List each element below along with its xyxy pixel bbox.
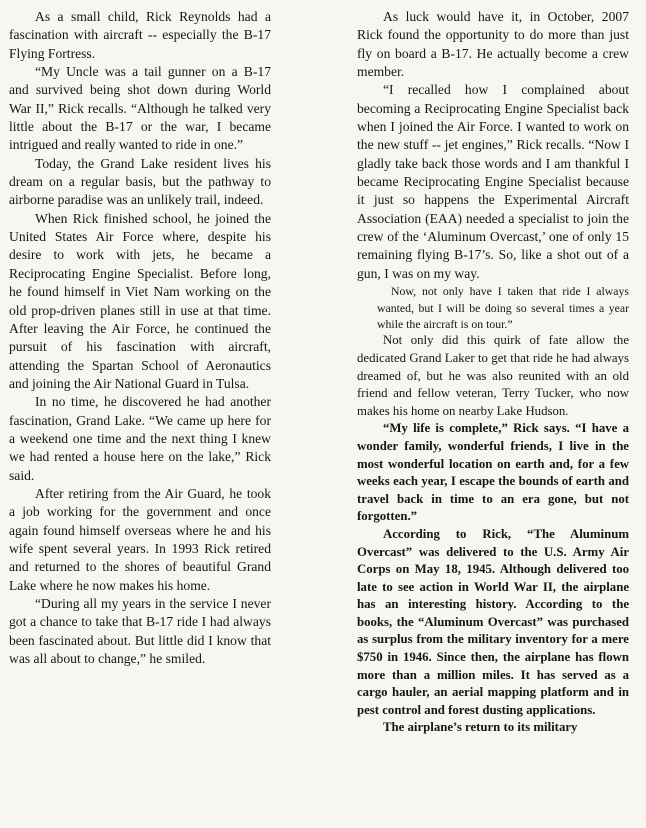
paragraph: Today, the Grand Lake resident lives his dream on a regular basis, but the pathway to airborne paradise was an unlikely trail, indeed. (9, 155, 271, 208)
article-column-left (9, 8, 271, 668)
article-column-right (357, 8, 629, 737)
paragraph: Not only did this quirk of fate allow the dedicated Grand Laker to get that ride he had always dreamed of, but he was also reunited with an old friend and fellow veteran, Terry Tucker, who now makes his home on nearby Lake Hudson. (357, 333, 629, 418)
paragraph: As a small child, Rick Reynolds had a fascination with aircraft -- especially the B-17 Flying Fortress. (9, 9, 271, 61)
paragraph-bold: According to Rick, “The Aluminum Overcast” was delivered to the U.S. Army Air Corps on May 18, 1945. Although delivered too late to see action in World War II, the airplane has an interesting history. According to the books, the “Aluminum Overcast” was purchased as surplus from the military inventory for a mere $750 in 1946. Since then, the airplane has flown more than a million miles. It has served as a cargo hauler, an aerial mapping platform and in pest control and forest dusting applications. (357, 526, 629, 717)
paragraph: As luck would have it, in October, 2007 Rick found the opportunity to do more than just fly on board a B-17. He actually become a crew member. (357, 9, 629, 80)
paragraph: “During all my years in the service I never got a chance to take that B-17 ride I had always been fascinated about. But little did I know that was all about to change,” he smiled. (9, 596, 271, 667)
paragraph-bold: The airplane’s return to its military (383, 720, 578, 735)
paragraph: When Rick finished school, he joined the United States Air Force where, despite his desire to work with jets, he became a Reciprocating Engine Specialist. Before long, he found himself in Viet Nam working on the old prop-driven planes still in use at that time. After leaving the Air Force, he continued the pursuit of his fascination with aircraft, attending the Spartan School of Aeronautics and joining the Air National Guard in Tulsa. (9, 210, 271, 391)
paragraph: In no time, he discovered he had another fascination, Grand Lake. “We came up here for a weekend one time and the next thing I knew we had rented a house here on the lake,” Rick said. (9, 394, 271, 483)
paragraph-bold: “My life is complete,” Rick says. “I have a wonder family, wonderful friends, I live in the most wonderful location on earth and, for a few weeks each year, I escape the bounds of earth and travel back in time to an era gone, but not forgotten.” (357, 421, 629, 524)
paragraph-small-type: Now, not only have I taken that ride I always wanted, but I will be doing so several times a year while the aircraft is on tour.” (377, 284, 629, 331)
paragraph: “I recalled how I complained about becoming a Reciprocating Engine Specialist back when I joined the Air Force. I wanted to work on the new stuff -- jet engines,” Rick recalls. “Now I gladly take back those words and I am thankful I became Reciprocating Engine Specialist because it just so happens the Experimental Aircraft Association (EAA) needed a specialist to join the crew of the ‘Aluminum Overcast,’ one of only 15 remaining flying B-17’s. So, like a shot out of a gun, I was on my way. (357, 82, 629, 281)
paragraph: “My Uncle was a tail gunner on a B-17 and survived being shot down during World War II,” Rick recalls. “Although he talked very little about the B-17 or the war, I became intrigued and really wanted to ride in one.” (9, 64, 271, 153)
paragraph: After retiring from the Air Guard, he took a job working for the government and once again found himself overseas where he and his wife spent several years. In 1993 Rick retired and returned to the shores of beautiful Grand Lake where he now makes his home. (9, 485, 271, 593)
